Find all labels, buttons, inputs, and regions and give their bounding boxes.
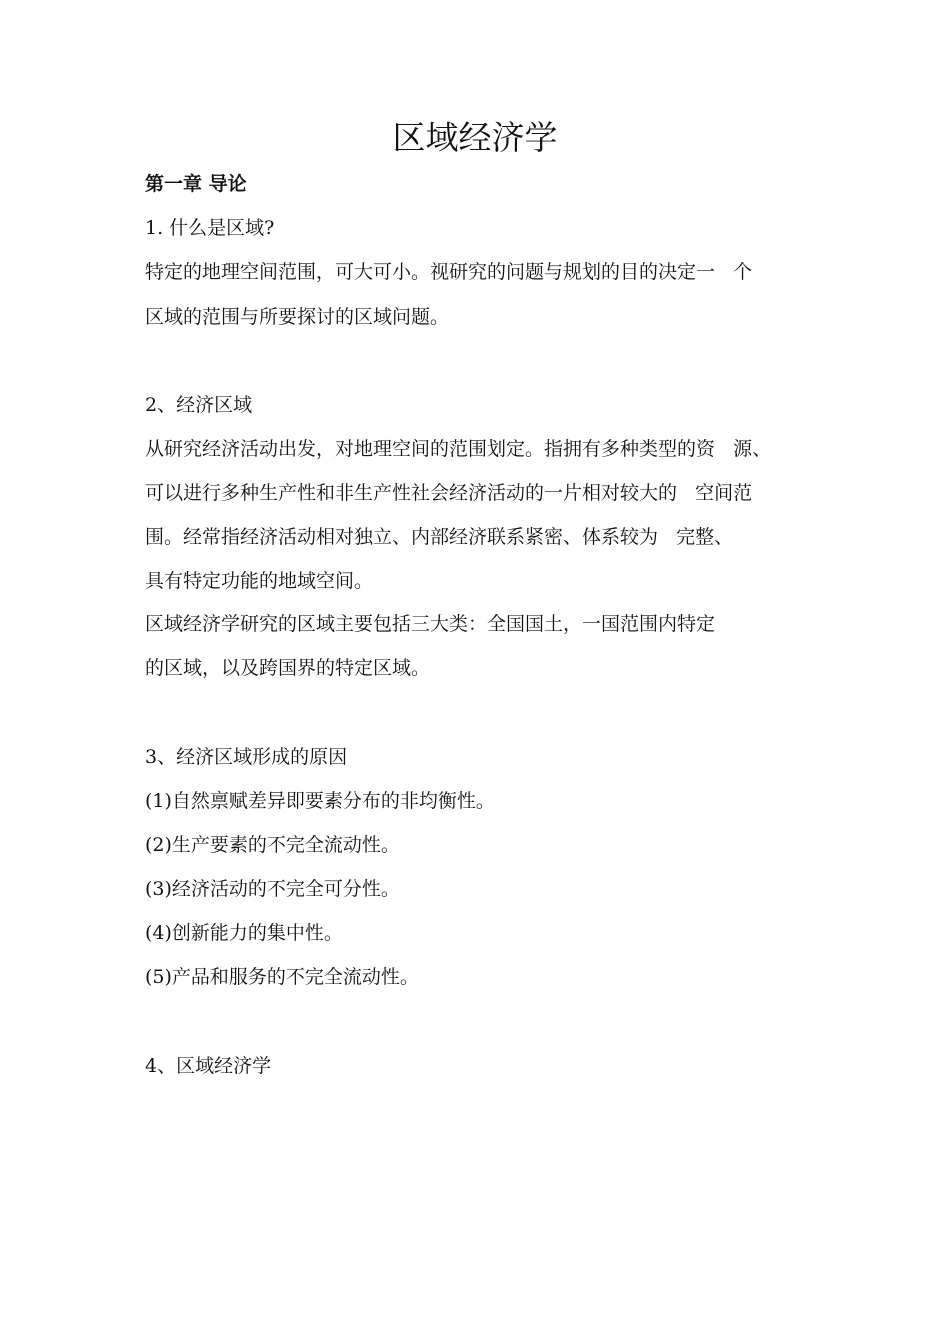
section-2-heading: 2、经济区域 [145,394,253,416]
section-4-heading: 4、区域经济学 [145,1055,272,1077]
section-2-line-1: 从研究经济活动出发，对地理空间的范围划定。指拥有多种类型的资 源、 [145,438,772,460]
section-2-line-6: 的区域，以及跨国界的特定区域。 [145,657,431,679]
section-3-heading: 3、经济区域形成的原因 [145,746,348,768]
section-2-line-3: 围。经常指经济活动相对独立、内部经济联系紧密、体系较为 完整、 [145,526,734,548]
document-title: 区域经济学 [392,118,558,157]
section-1-line-2: 区域的范围与所要探讨的区域问题。 [145,306,450,328]
section-1-heading: 1. 什么是区域? [145,217,275,239]
section-3-item-1: (1)自然禀赋差异即要素分布的非均衡性。 [145,790,495,812]
section-3-item-3: (3)经济活动的不完全可分性。 [145,878,400,900]
section-3-item-2: (2)生产要素的不完全流动性。 [145,834,400,856]
section-2-line-4: 具有特定功能的地域空间。 [145,570,374,592]
section-1-line-1: 特定的地理空间范围，可大可小。视研究的问题与规划的目的决定一 个 [145,261,753,283]
section-3-item-4: (4)创新能力的集中性。 [145,922,343,944]
section-2-line-5: 区域经济学研究的区域主要包括三大类：全国国土，一国范围内特定 [145,613,716,635]
chapter-heading: 第一章 导论 [145,173,247,195]
section-2-line-2: 可以进行多种生产性和非生产性社会经济活动的一片相对较大的 空间范 [145,482,753,504]
section-3-item-5: (5)产品和服务的不完全流动性。 [145,966,419,988]
